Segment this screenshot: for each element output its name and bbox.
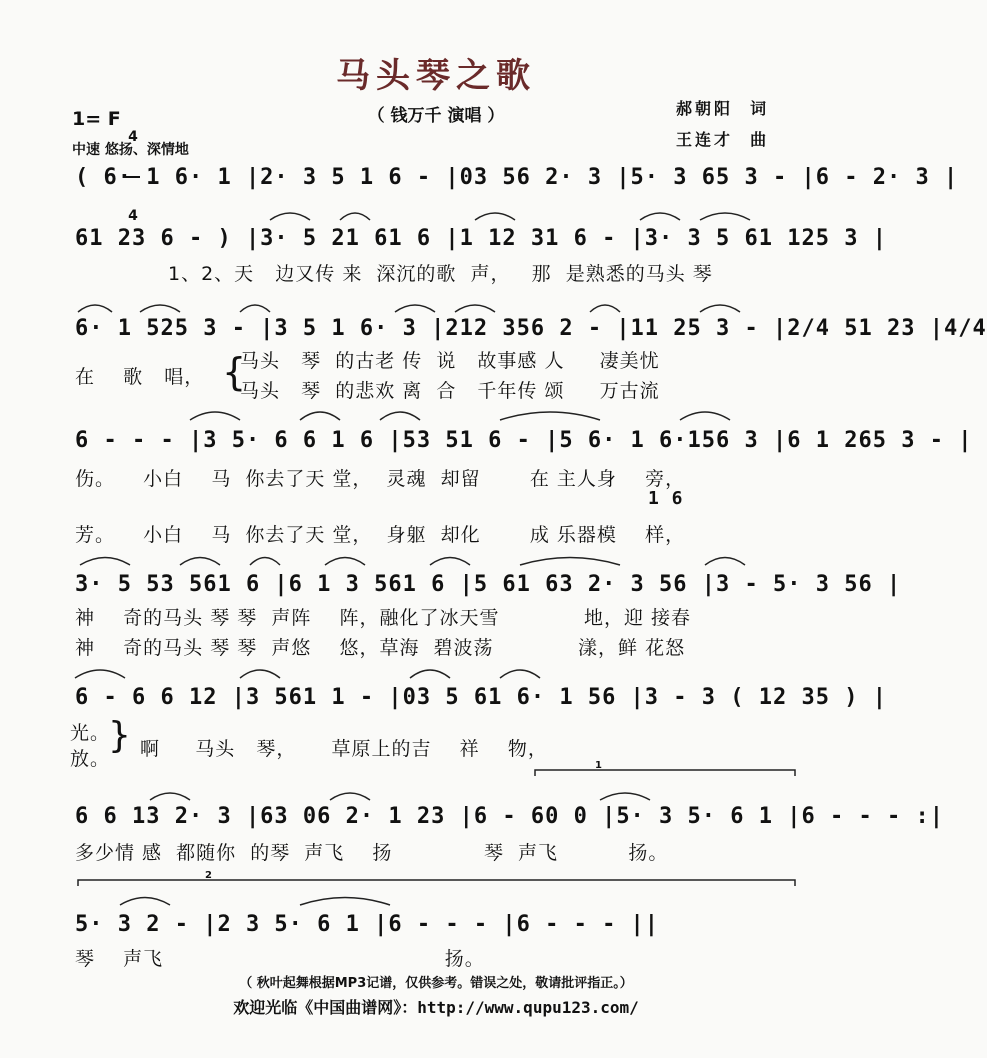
- time-sig-bottom: 4: [128, 208, 138, 224]
- score-line-6: 3· 5 53 561 6 |6 1 3 561 6 |5 61 63 2· 3 56 |3 - 5· 3 56 |: [75, 572, 902, 597]
- alt-notes: 1 6: [648, 488, 684, 509]
- lyric-line-5: 芳。 小白 马 你去了天 堂， 身躯 却化 成 乐器模 样，: [75, 524, 686, 546]
- score-line-4: 6 - - - |3 5· 6 6 1 6 |53 51 6 - |5 6· 1 6·156 3 |6 1 265 3 - |: [75, 428, 973, 453]
- lyric-line-9: 琴 声飞 扬。: [75, 948, 485, 970]
- lyric-line-3a: 在 歌 唱，: [75, 366, 205, 388]
- lyric-line-7b: 放。: [70, 748, 111, 770]
- lyric-line-6b: 神 奇的马头 琴 琴 声悠 悠，草海 碧波荡 漾，鲜 花怒: [75, 637, 686, 659]
- lyric-line-2: 1、2、天 边又传 来 深沉的歌 声， 那 是熟悉的马头 琴: [168, 263, 713, 285]
- score-line-2: 61 23 6 - ) |3· 5 21 61 6 |1 12 31 6 - |3· 3 5 61 125 3 |: [75, 226, 887, 251]
- lyric-brace-right: }: [108, 715, 131, 756]
- lyric-brace-left: {: [222, 350, 247, 394]
- volta-1-label: 1: [595, 760, 602, 771]
- song-title: 马头琴之歌: [336, 56, 536, 96]
- score-line-8: 6 6 13 2· 3 |63 06 2· 1 23 |6 - 60 0 |5· 3 5· 6 1 |6 - - - :|: [75, 804, 944, 829]
- composer-credit: 王连才 曲: [676, 130, 770, 149]
- transcriber-note: （ 秋叶起舞根据MP3记谱，仅供参考。错误之处，敬请批评指正。）: [239, 976, 633, 991]
- lyric-line-7c: 啊 马头 琴， 草原上的吉 祥 物，: [140, 738, 548, 760]
- lyric-line-3b2: 马头 琴 的悲欢 离 合 千年传 颂 万古流: [240, 380, 660, 402]
- tempo-marking: 中速 悠扬、深情地: [72, 142, 189, 158]
- lyric-line-3b1: 马头 琴 的古老 传 说 故事感 人 凄美忧: [240, 350, 660, 372]
- key-signature: 1= F: [72, 108, 121, 130]
- time-sig-top: 4: [128, 129, 138, 145]
- score-line-7: 6 - 6 6 12 |3 561 1 - |03 5 61 6· 1 56 |3 - 3 ( 12 35 ) |: [75, 685, 887, 710]
- lyric-line-6a: 神 奇的马头 琴 琴 声阵 阵，融化了冰天雪 地，迎 接春: [75, 607, 691, 629]
- score-line-9: 5· 3 2 - |2 3 5· 6 1 |6 - - - |6 - - - ||: [75, 912, 660, 937]
- site-credit: 欢迎光临《中国曲谱网》：http://www.qupu123.com/: [233, 998, 639, 1017]
- lyric-line-7a: 光。: [70, 722, 111, 744]
- score-line-3: 6· 1 525 3 - |3 5 1 6· 3 |212 356 2 - |11 25 3 - |2/4 51 23 |4/4: [75, 316, 987, 341]
- singer-credit: （ 钱万千 演唱 ）: [367, 106, 505, 126]
- lyric-line-4: 伤。 小白 马 你去了天 堂， 灵魂 却留 在 主人身 旁，: [75, 468, 686, 490]
- lyricist-credit: 郝朝阳 词: [676, 99, 770, 118]
- score-line-1: ( 6· 1 6· 1 |2· 3 5 1 6 - |03 56 2· 3 |5· 3 65 3 - |6 - 2· 3 |: [75, 165, 959, 190]
- lyric-line-8: 多少情 感 都随你 的琴 声飞 扬 琴 声飞 扬。: [75, 842, 669, 864]
- volta-2-label: 2: [205, 870, 212, 881]
